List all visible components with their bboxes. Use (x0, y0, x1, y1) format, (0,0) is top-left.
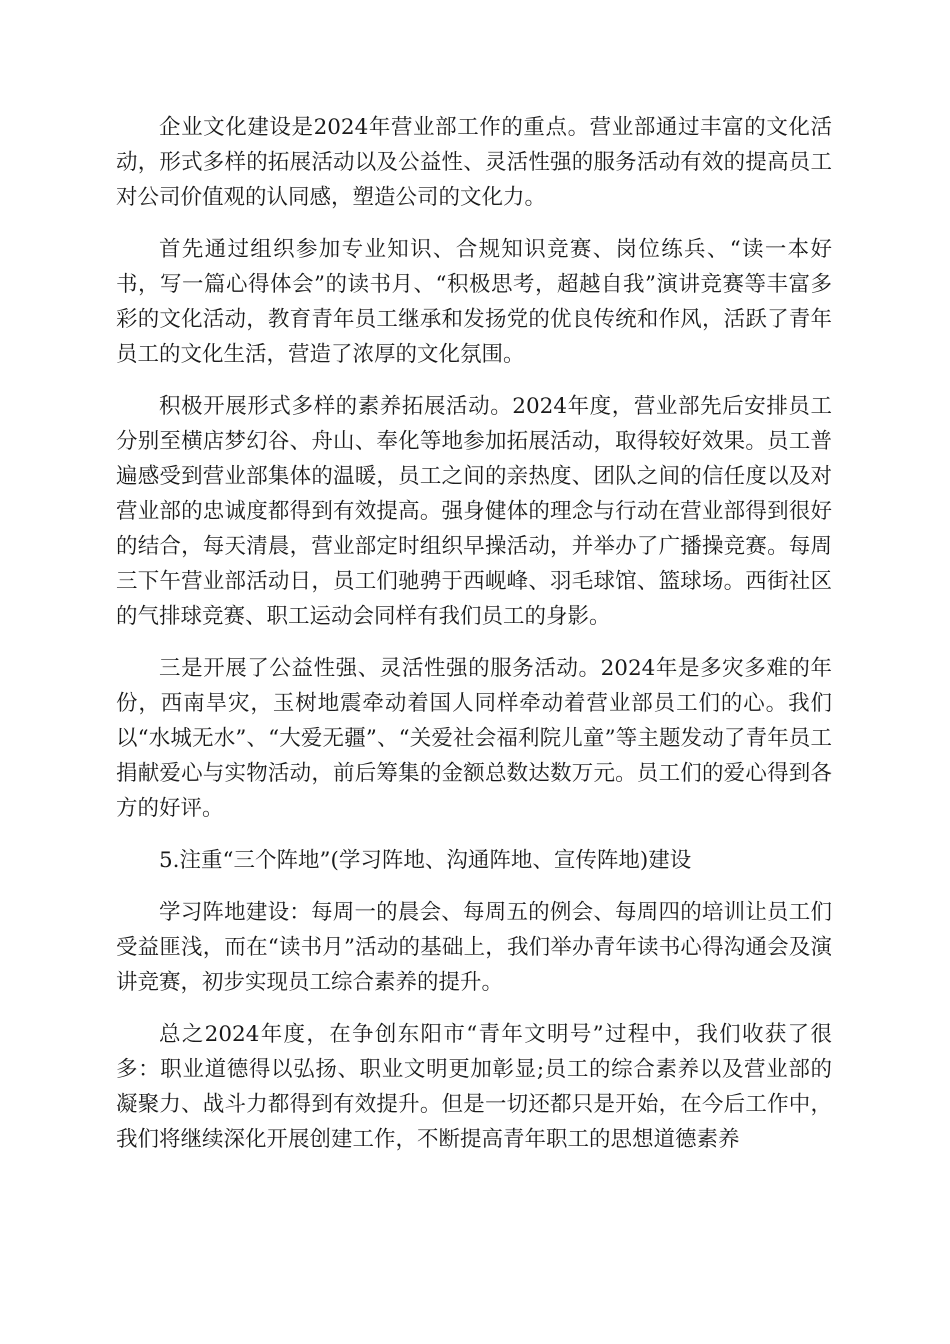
document-body (116, 110, 832, 1174)
paragraph-summary: 总之2024年度，在争创东阳市“青年文明号”过程中，我们收获了很多：职业道德得以弘扬、职业文明更加彰显;员工的综合素养以及营业部的凝聚力、战斗力都得到有效提升。但是一切还都只是开始，在今后工作中，我们将继续深化开展创建工作，不断提高青年职工的思想道德素养 (116, 1022, 832, 1152)
paragraph-cultural-activities: 首先通过组织参加专业知识、合规知识竞赛、岗位练兵、“读一本好书，写一篇心得体会”的读书月、“积极思考，超越自我”演讲竞赛等丰富多彩的文化活动，教育青年员工继承和发扬党的优良传统和作风，活跃了青年员工的文化生活，营造了浓厚的文化氛围。 (116, 237, 832, 367)
paragraph-learning-position: 学习阵地建设：每周一的晨会、每周五的例会、每周四的培训让员工们受益匪浅，而在“读书月”活动的基础上，我们举办青年读书心得沟通会及演讲竞赛，初步实现员工综合素养的提升。 (116, 900, 832, 995)
paragraph-outreach-activities: 积极开展形式多样的素养拓展活动。2024年度，营业部先后安排员工分别至横店梦幻谷、舟山、奉化等地参加拓展活动，取得较好效果。员工普遍感受到营业部集体的温暖，员工之间的亲热度、团队之间的信任度以及对营业部的忠诚度都得到有效提高。强身健体的理念与行动在营业部得到很好的结合，每天清晨，营业部定时组织早操活动，并举办了广播操竞赛。每周三下午营业部活动日，员工们驰骋于西岘峰、羽毛球馆、篮球场。西街社区的气排球竞赛、职工运动会同样有我们员工的身影。 (116, 394, 832, 629)
paragraph-culture-building: 企业文化建设是2024年营业部工作的重点。营业部通过丰富的文化活动，形式多样的拓展活动以及公益性、灵活性强的服务活动有效的提高员工对公司价值观的认同感，塑造公司的文化力。 (116, 115, 832, 210)
section-heading-three-positions: 5.注重“三个阵地”(学习阵地、沟通阵地、宣传阵地)建设 (159, 848, 692, 873)
paragraph-public-service: 三是开展了公益性强、灵活性强的服务活动。2024年是多灾多难的年份，西南旱灾，玉树地震牵动着国人同样牵动着营业部员工们的心。我们以“水城无水”、“大爱无疆”、“关爱社会福利院儿童”等主题发动了青年员工捐献爱心与实物活动，前后筹集的金额总数达数万元。员工们的爱心得到各方的好评。 (116, 656, 832, 821)
